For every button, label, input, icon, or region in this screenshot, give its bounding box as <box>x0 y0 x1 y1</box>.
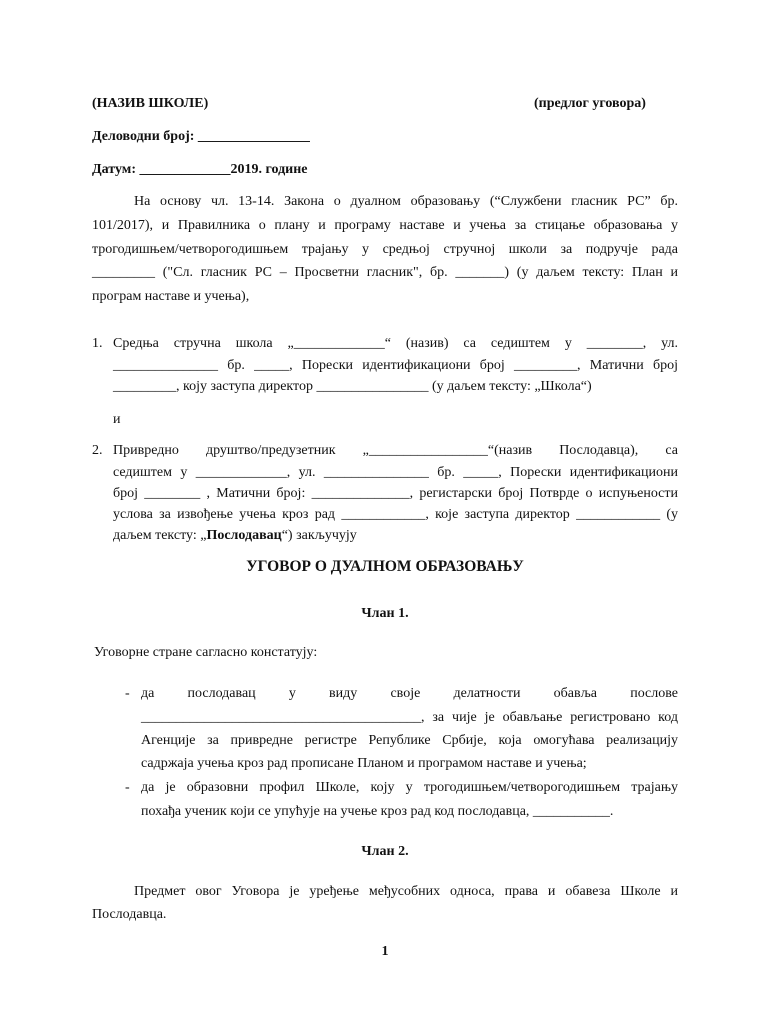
bullet-line: похађа ученик који се упућује на учење кроз рад код послодавца, ___________. <box>141 804 614 819</box>
party2-line: Привредно друштво/предузетник „_________________“(назив Послодавца), са <box>113 443 678 458</box>
reference-number: Деловодни број: ________________ <box>92 129 310 144</box>
party2-line: услова за извођење учења кроз рад ____________, које заступа директор ____________ (у <box>113 507 678 522</box>
party1-number: 1. <box>92 336 103 351</box>
party2-line: број ________ , Матични број: ______________, регистарски број Потврде о испуњености <box>113 486 678 501</box>
party2-last-line <box>113 526 357 546</box>
proposal-label: (предлог уговора) <box>534 96 646 111</box>
bullet-line: да послодавац у виду своје делатности обавља послове <box>141 686 678 701</box>
bullet-line: садржаја учења кроз рад прописане Планом и програмом наставе и учења; <box>141 756 587 771</box>
article1-intro: Уговорне стране сагласно констатују: <box>94 645 318 660</box>
bullet-line: Агенције за привредне регистре Републике Србије, која омогућава реализацију <box>141 733 678 748</box>
document-date: Датум: _____________2019. године <box>92 162 308 177</box>
party2-line: седиштем у _____________, ул. _______________ бр. _____, Порески идентификациони <box>113 465 678 480</box>
intro-line: програм наставе и учења), <box>92 289 250 304</box>
party1-line: _______________ бр. _____, Порески идентификациони број _________, Матични број <box>113 358 678 373</box>
bullet-mark: - <box>125 780 130 795</box>
intro-line: 101/2017), и Правилника о плану и програму наставе и учења за стицање образовања у <box>92 218 678 233</box>
bullet-line: да је образовни профил Школе, коју у трогодишњем/четворогодишњем трајању <box>141 780 678 795</box>
party2-last-pre: даљем тексту: „ <box>113 528 207 543</box>
bullet-mark: - <box>125 686 130 701</box>
party1-line: _________, коју заступа директор ________________ (у даљем тексту: „Школа“) <box>113 379 592 394</box>
contract-title: УГОВОР О ДУАЛНОМ ОБРАЗОВАЊУ <box>246 558 524 575</box>
intro-line: _________ ("Сл. гласник РС – Просветни гласник", бр. _______) (у даљем тексту: План и <box>92 265 678 280</box>
bullet-line: ________________________________________, за чије је обављање регистровано код <box>141 710 678 725</box>
school-name: (НАЗИВ ШКОЛЕ) <box>92 96 209 111</box>
conjunction: и <box>113 412 121 427</box>
intro-line: На основу чл. 13-14. Закона о дуалном образовању (“Службени гласник РС” бр. <box>134 194 678 209</box>
article2-line: Послодавца. <box>92 907 167 922</box>
employer-term: Послодавац <box>206 528 282 543</box>
party2-number: 2. <box>92 443 103 458</box>
intro-line: трогодишњем/четворогодишњем трајању у средњој стручној школи за подручје рада <box>92 242 678 257</box>
article1-title: Члан 1. <box>361 606 409 621</box>
article2-line: Предмет овог Уговора је уређење међусобних односа, права и обавеза Школе и <box>134 884 678 899</box>
party2-last-post: “) закључују <box>281 528 357 543</box>
article2-title: Члан 2. <box>361 844 409 859</box>
party1-line: Средња стручна школа „_____________“ (назив) са седиштем у ________, ул. <box>113 336 678 351</box>
page-number: 1 <box>381 944 389 959</box>
